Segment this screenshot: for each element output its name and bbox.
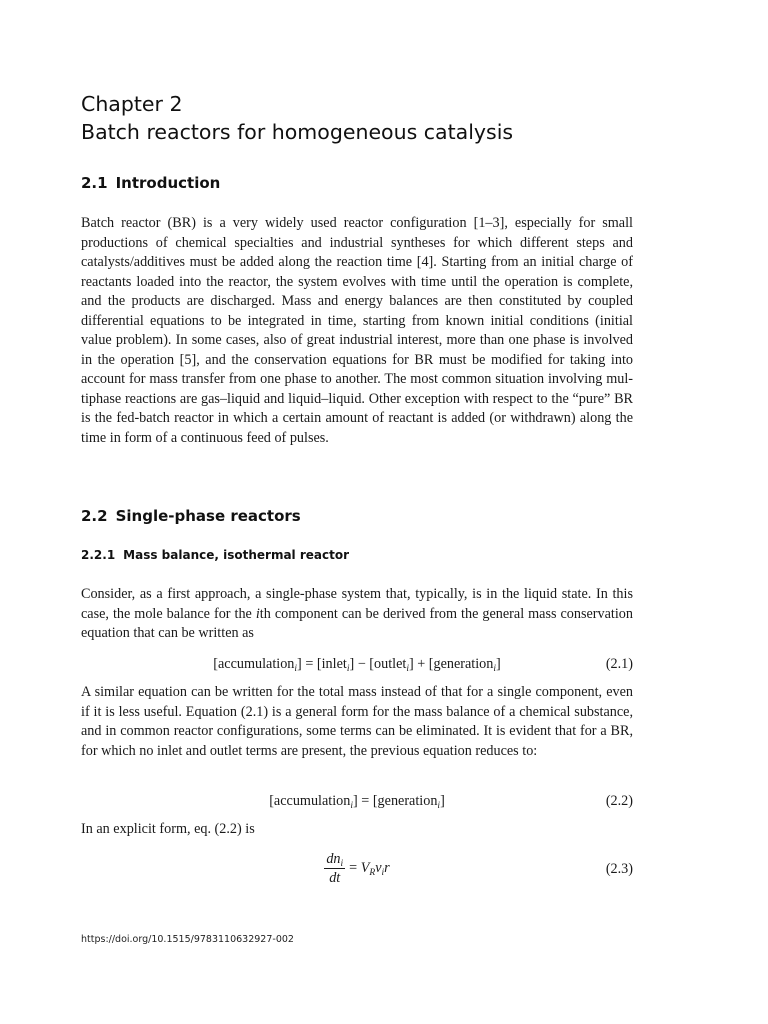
mole-balance-paragraph [81, 585, 633, 644]
explicit-form-paragraph: In an explicit form, eq. (2.2) is [81, 821, 255, 837]
eq-term-inlet: inlet [321, 656, 347, 672]
eq-term-generation: generation [377, 793, 438, 809]
section-title: Single-phase reactors [115, 507, 301, 525]
eq-stoich-coefficient: v [375, 860, 382, 876]
numerator-text: dn [326, 851, 341, 868]
subsection-heading-mass-balance [81, 546, 633, 564]
equation-number: (2.2) [605, 793, 633, 809]
paragraph-text: th component can be derived from the general mass conservation equation that can be written as [81, 605, 633, 641]
section-number: 2.2 [81, 507, 108, 525]
eq-subscript: i [437, 801, 441, 811]
eq-volume: V [360, 860, 370, 876]
section-heading-single-phase [81, 506, 633, 526]
subsection-title: Mass balance, isothermal reactor [123, 548, 349, 562]
paragraph-text: Consider, as a first approach, a single-phase system that, typically, is in the liquid state. In this case, the mole balance for the [81, 586, 633, 622]
equation-number: (2.1) [605, 656, 633, 672]
total-mass-paragraph: A similar equation can be written for the total mass instead of that for a single component, even if it is less useful. Equation (2.1) is a general form for the mass balance of a chemical substance, and in common reactor configurations, some terms can be eliminated. It is evident that for a BR, for which no inlet and outlet terms are present, the previous equation reduces to: [81, 684, 633, 759]
equation-body: $\frac{dn_i}{dt}$ = $V_Rv_ir$ [326, 851, 390, 887]
section-number: 2.1 [81, 174, 108, 192]
intro-paragraph: Batch reactor (BR) is a very widely used reactor configuration [1–3], especially for small productions of chemical specialties and industrial syntheses for which different steps and catalysts/additives must be added along the reaction time [4]. Starting from an initial charge of reactants loaded into the reactor, the system evolves with time until the operation is complete, and the products are discharged. Mass and energy balances are then constituted by coupled differential equations to be integrated in time, starting from known initial conditions (initial value problem). In some cases, also of great industrial interest, more than one phase is involved in the operation [5], and the conservation equations for BR must be modified for taking into account for mass transfer from one phase to another. The most common situation involving multiphase reactions are gas–liquid and liquid–liquid. Other exception with respect to the “pure” BR is the fed-batch reactor in which a certain amount of reactant is added (or withdrawn) along the time in form of a continuous feed of pulses. [81, 215, 633, 446]
eq-term-accumulation: accumulation [217, 656, 295, 672]
eq-term-generation: generation [433, 656, 494, 672]
eq-volume-subscript: R [369, 868, 376, 878]
chapter-title: Batch reactors for homogeneous catalysis [81, 120, 514, 144]
section-title: Introduction [115, 174, 221, 192]
chapter-label: Chapter 2 [81, 92, 183, 116]
equation-body: [accumulation$_i$] = [inlet$_i$] − [outlet$_i$] + [generation$_i$] [213, 656, 501, 674]
subsection-number: 2.2.1 [81, 548, 116, 562]
eq-subscript: i [350, 801, 353, 811]
eq-term-outlet: outlet [374, 656, 407, 672]
eq-rate: r [384, 860, 390, 876]
eq-subscript: i [294, 664, 298, 674]
section-heading-introduction [81, 173, 633, 193]
fraction-denominator: dt [329, 870, 341, 887]
fraction-numerator [324, 850, 345, 869]
equation-body: [accumulation$_i$] = [generation$_i$] [269, 793, 445, 811]
eq-subscript: i [406, 664, 409, 674]
eq-term-accumulation: accumulation [273, 793, 351, 809]
numerator-subscript: i [340, 859, 344, 870]
index-variable: i [255, 605, 260, 622]
eq-subscript: i [493, 664, 497, 674]
equation-2-2 [81, 791, 633, 815]
eq-stoich-subscript: i [381, 868, 385, 878]
equation-number: (2.3) [605, 861, 633, 877]
derivative-fraction [324, 850, 345, 887]
eq-subscript: i [346, 664, 350, 674]
doi-link[interactable]: https://doi.org/10.1515/9783110632927-002 [81, 934, 294, 945]
equation-2-3 [81, 848, 633, 892]
equation-2-1 [81, 654, 633, 678]
